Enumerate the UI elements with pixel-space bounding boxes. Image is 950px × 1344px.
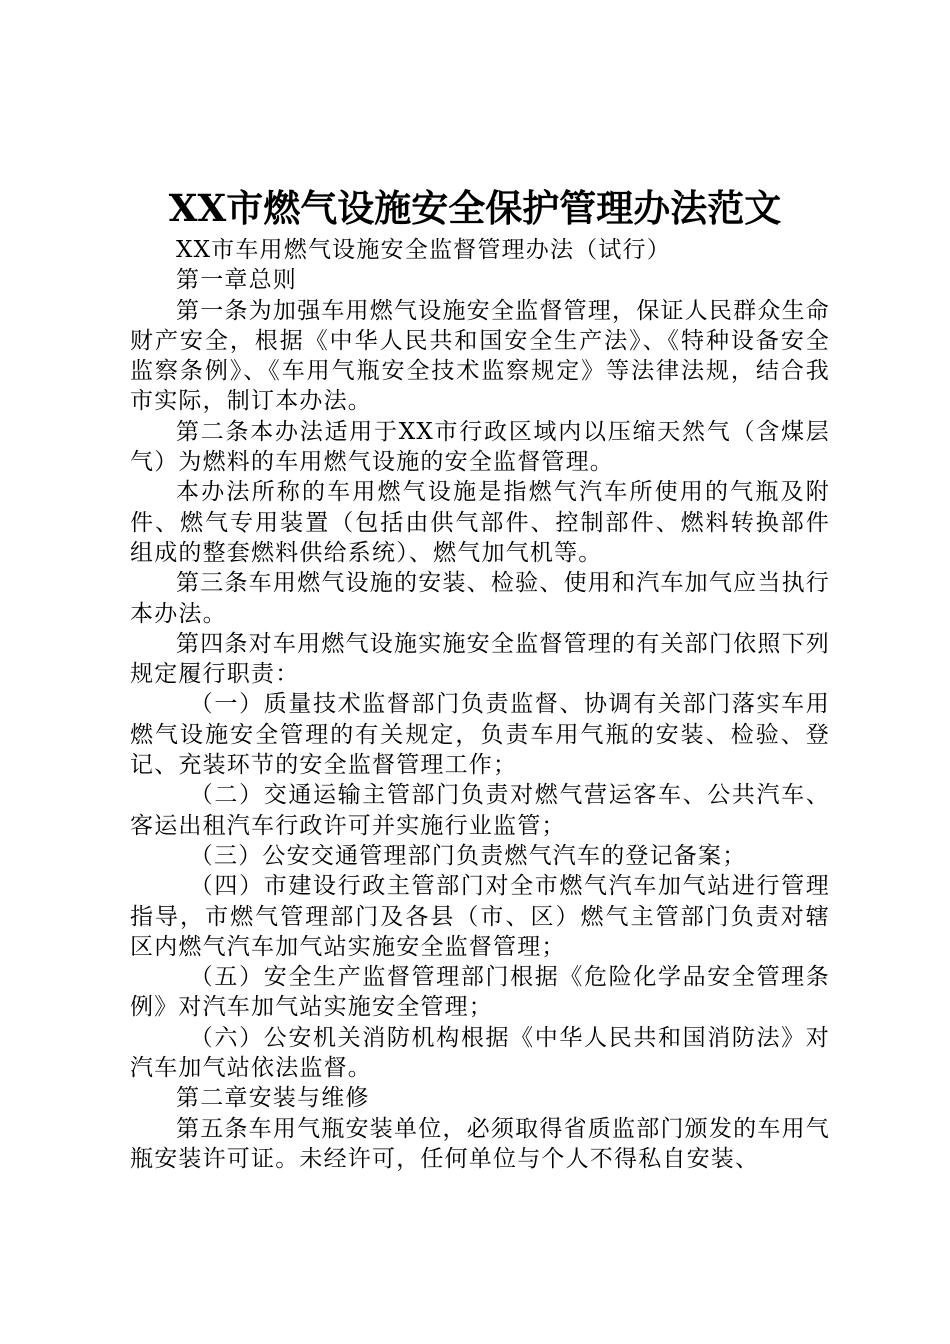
article-paragraph: 第五条车用气瓶安装单位，必须取得省质监部门颁发的车用气瓶安装许可证。未经许可，任何单位与个人不得私自安装、 (130, 1115, 830, 1172)
clause-paragraph: （一）质量技术监督部门负责监督、协调有关部门落实车用燃气设施安全管理的有关规定，负责车用气瓶的安装、检验、登记、充装环节的安全监督管理工作； (130, 691, 830, 779)
article-paragraph: 第二条本办法适用于XX市行政区域内以压缩天然气（含煤层气）为燃料的车用燃气设施的安全监督管理。 (130, 418, 830, 476)
clause-paragraph: （四）市建设行政主管部门对全市燃气汽车加气站进行管理指导，市燃气管理部门及各县（市、区）燃气主管部门负责对辖区内燃气汽车加气站实施安全监督管理； (130, 873, 830, 960)
clause-paragraph: （六）公安机关消防机构根据《中华人民共和国消防法》对汽车加气站依法监督。 (130, 1024, 830, 1082)
subtitle-paragraph: XX市车用燃气设施安全监督管理办法（试行） (176, 237, 671, 263)
document-body (130, 235, 830, 1174)
chapter-heading: 第一章总则 (176, 267, 297, 294)
article-paragraph: 第四条对车用燃气设施实施安全监督管理的有关部门依照下列规定履行职责： (130, 630, 830, 688)
clause-paragraph: （五）安全生产监督管理部门根据《危险化学品安全管理条例》对汽车加气站实施安全管理； (130, 964, 830, 1021)
clause-paragraph: （二）交通运输主管部门负责对燃气营运客车、公共汽车、客运出租汽车行政许可并实施行业监管； (130, 782, 830, 839)
article-paragraph: 本办法所称的车用燃气设施是指燃气汽车所使用的气瓶及附件、燃气专用装置（包括由供气部件、控制部件、燃料转换部件组成的整套燃料供给系统）、燃气加气机等。 (130, 479, 830, 566)
clause-paragraph: （三）公安交通管理部门负责燃气汽车的登记备案； (189, 842, 747, 869)
article-paragraph: 第三条车用燃气设施的安装、检验、使用和汽车加气应当执行本办法。 (130, 570, 830, 627)
chapter-heading: 第二章安装与维修 (176, 1085, 370, 1112)
article-paragraph: 第一条为加强车用燃气设施安全监督管理，保证人民群众生命财产安全，根据《中华人民共和国安全生产法》、《特种设备安全监察条例》、《车用气瓶安全技术监察规定》等法律法规，结合我市实际，制订本办法。 (130, 297, 830, 415)
document-title: XX市燃气设施安全保护管理办法范文 (168, 186, 782, 230)
